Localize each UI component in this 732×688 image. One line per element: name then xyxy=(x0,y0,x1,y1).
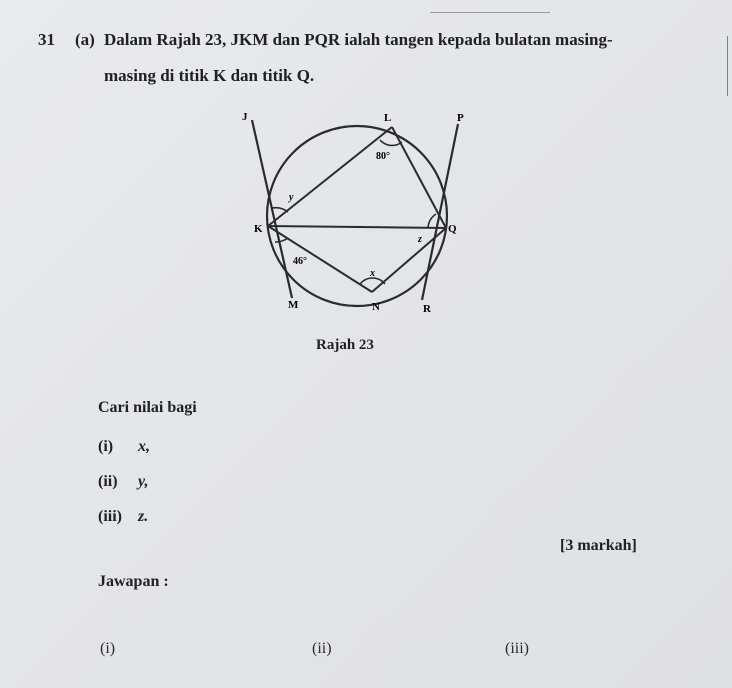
label-k: K xyxy=(254,223,263,235)
item-label: (i) xyxy=(98,438,114,455)
answer-heading: Jawapan : xyxy=(98,573,169,590)
chord-kq xyxy=(268,226,446,228)
answer-label-ii: (ii) xyxy=(312,640,332,657)
question-text-line-1: Dalam Rajah 23, JKM dan PQR ialah tangen kepada bulatan masing- xyxy=(104,30,613,49)
item-ii xyxy=(98,473,149,491)
label-m: M xyxy=(288,299,299,311)
answer-label-iii: (iii) xyxy=(505,640,529,657)
item-label: (iii) xyxy=(98,508,122,525)
figure-caption: Rajah 23 xyxy=(316,337,374,353)
question-number: 31 xyxy=(38,30,55,49)
instruction-text: Cari nilai bagi xyxy=(98,399,197,416)
tangent-jkm xyxy=(252,120,292,298)
marks-label: [3 markah] xyxy=(560,537,637,554)
label-n: N xyxy=(372,301,380,313)
item-text: x, xyxy=(138,438,150,455)
item-i xyxy=(98,438,150,456)
angle-arc-46 xyxy=(275,238,288,242)
angle-label-80: 80° xyxy=(376,151,390,162)
label-r: R xyxy=(423,303,431,315)
label-q: Q xyxy=(448,223,457,235)
angle-label-x: x xyxy=(370,268,375,279)
question-part: (a) xyxy=(75,30,95,49)
item-iii xyxy=(98,508,148,526)
item-text: y, xyxy=(138,473,149,490)
item-label: (ii) xyxy=(98,473,118,490)
angle-label-z: z xyxy=(418,234,422,245)
label-l: L xyxy=(384,112,392,124)
item-text: z. xyxy=(138,508,149,525)
answer-label-i: (i) xyxy=(100,640,116,657)
angle-arc-z xyxy=(428,214,436,228)
label-j: J xyxy=(242,111,248,123)
angle-label-y: y xyxy=(289,192,294,203)
angle-label-46: 46° xyxy=(293,256,307,267)
circle xyxy=(267,126,447,306)
label-p: P xyxy=(457,112,464,124)
question-text-line-2: masing di titik K dan titik Q. xyxy=(104,66,315,85)
tangent-pqr xyxy=(422,124,458,300)
